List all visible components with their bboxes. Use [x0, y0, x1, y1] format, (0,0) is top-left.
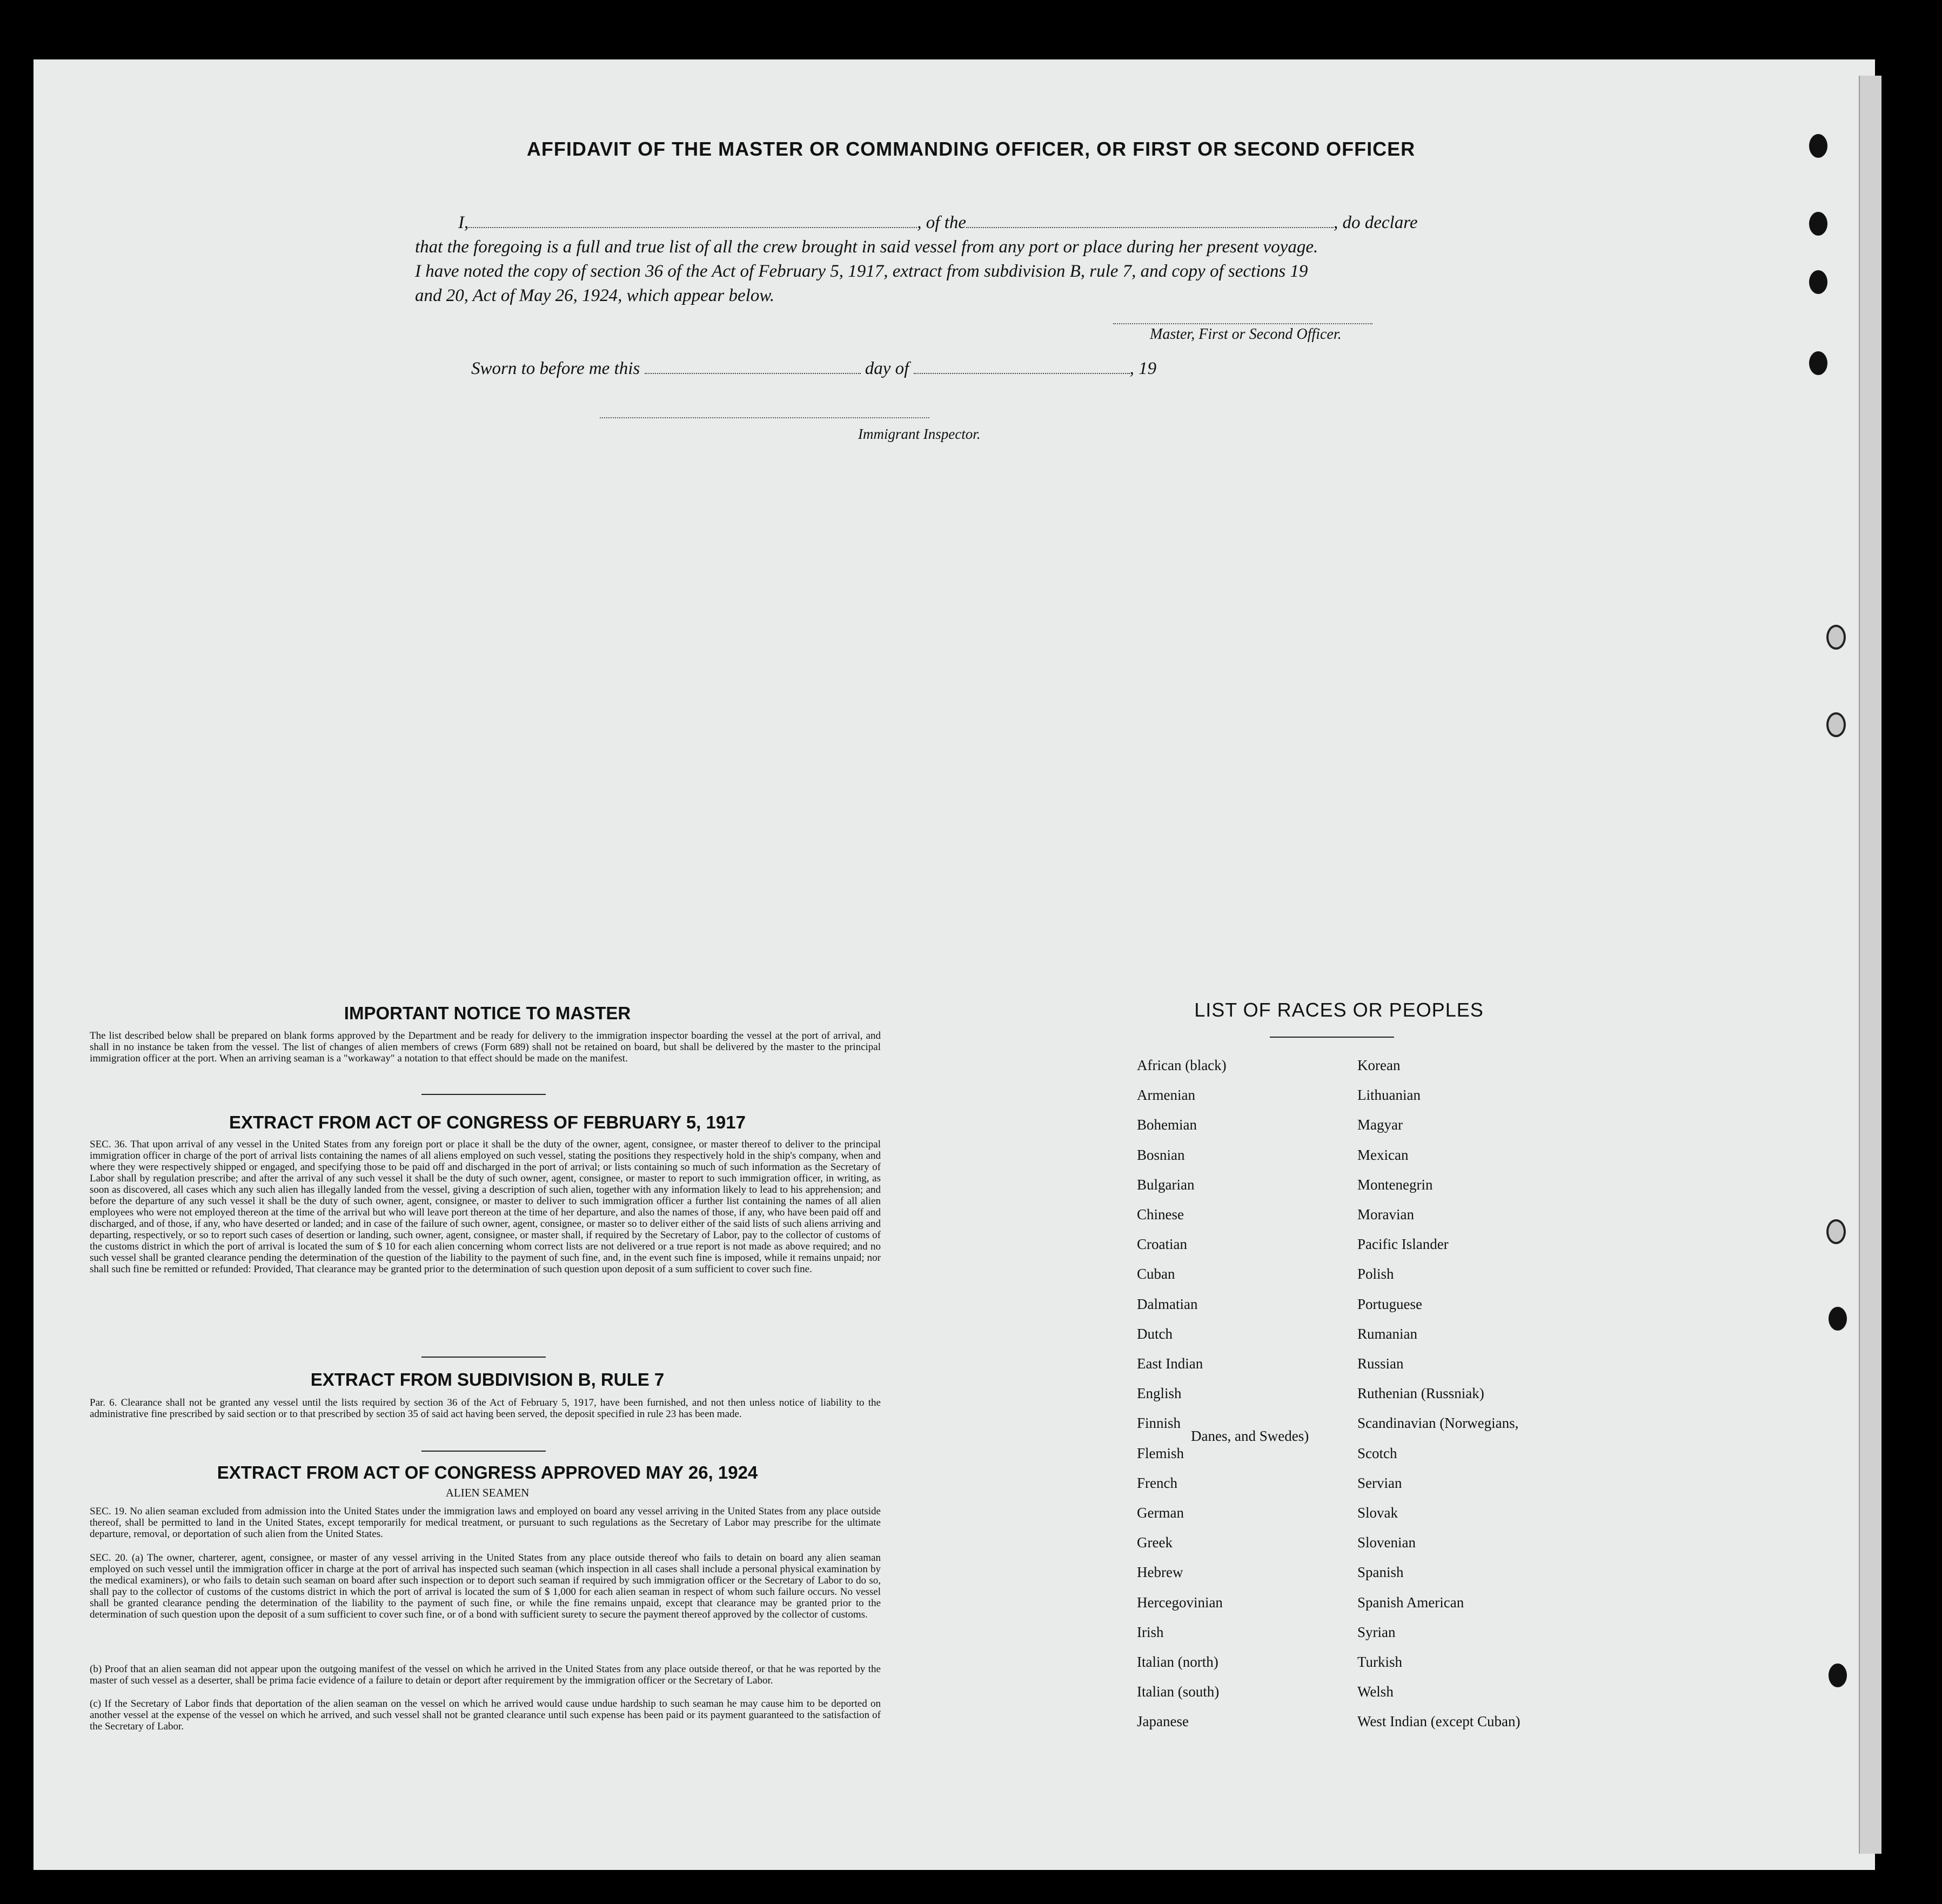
race-item: Turkish [1357, 1654, 1403, 1670]
extract-1924-sec19: SEC. 19. No alien seaman excluded from admission into the United States under the immigration laws and employed on board any vessel arriving in the United States from any place outside thereof, shall be permitted to land in the United States, except temporarily for medical treatment, or pursuant to such regulations as the Secretary of Labor may prescribe for the ultimate departure, removal, or deportation of such alien from the United States. [90, 1506, 881, 1540]
race-item: Rumanian [1357, 1326, 1417, 1342]
inspector-signature-line [600, 417, 929, 418]
race-item: French [1137, 1475, 1177, 1491]
affidavit-line-2: that the foregoing is a full and true list of all the crew brought in said vessel from any port or place during her present voyage. [415, 237, 1318, 257]
race-item: East Indian [1137, 1355, 1203, 1372]
divider [421, 1451, 546, 1452]
race-item: Pacific Islander [1357, 1236, 1449, 1252]
extract-1924-title: EXTRACT FROM ACT OF CONGRESS APPROVED MAY 26, 1924 [217, 1462, 758, 1482]
affidavit-line-1 [415, 211, 1442, 235]
race-item: Croatian [1137, 1236, 1187, 1252]
binder-hole [1809, 270, 1827, 294]
race-item: Magyar [1357, 1117, 1403, 1133]
race-item: Syrian [1357, 1624, 1396, 1640]
race-item: Hercegovinian [1137, 1594, 1223, 1611]
race-item: Scotch [1357, 1445, 1397, 1461]
vessel-prefix: , of the [917, 213, 966, 232]
race-item: Japanese [1137, 1713, 1189, 1729]
race-item: Flemish [1137, 1445, 1184, 1461]
declarant-name-blank [468, 215, 917, 228]
race-item: Polish [1357, 1266, 1394, 1282]
race-item: Spanish [1357, 1564, 1404, 1580]
race-item: Scandinavian (Norwegians, [1357, 1415, 1519, 1431]
sworn-line [471, 359, 1156, 379]
race-item: Slovenian [1357, 1534, 1416, 1551]
affidavit-line-4: and 20, Act of May 26, 1924, which appear below. [415, 286, 775, 305]
race-item: English [1137, 1385, 1182, 1401]
declare-text: , do declare [1333, 213, 1418, 232]
divider [421, 1094, 546, 1095]
extract-1924-subtitle: ALIEN SEAMEN [445, 1486, 530, 1499]
race-item: Bohemian [1137, 1117, 1197, 1133]
binder-hole [1829, 1664, 1847, 1687]
extract-1924-sec20b: (b) Proof that an alien seaman did not appear upon the outgoing manifest of the vessel on which he arrived in the United States from any place outside thereof, or that he was reported by the master of such vessel as a deserter, shall be prima facie evidence of a failure to detain or deport after requirement by the immigration officer or the Secretary of Labor. [90, 1664, 881, 1686]
inspector-label: Immigrant Inspector. [858, 426, 981, 442]
binder-hole [1826, 1219, 1846, 1244]
race-item: Portuguese [1357, 1296, 1422, 1312]
declarant-prefix: I, [458, 213, 469, 232]
race-item: Welsh [1357, 1683, 1394, 1700]
race-item: Spanish American [1357, 1594, 1464, 1611]
race-item: Korean [1357, 1057, 1401, 1073]
extract-1924-sec20a: SEC. 20. (a) The owner, charterer, agent, consignee, or master of any vessel arriving in the United States from any place outside thereof who fails to detain on board any alien seaman employed on such vessel until the immigration officer in charge at the port of arrival has inspected such seaman (which inspection in all cases shall include a personal physical examination by the medical examiners), or who fails to detain such seaman on board after such inspection or to deport such seaman if required by such immigration officer or the Secretary of Labor to do so, shall pay to the collector of customs of the customs district in which the port of arrival is located the sum of $ 1,000 for each alien seaman in respect of whom such failure occurs. No vessel shall be granted clearance pending the determination of the liability to the payment of such fine, or while the fine remains unpaid, except that clearance may be granted prior to the determination of such question upon the deposit of a sum sufficient to cover such fine, or of a bond with sufficient surety to secure the payment thereof approved by the collector of customs. [90, 1552, 881, 1620]
sworn-year: , 19 [1129, 359, 1157, 378]
race-item: Servian [1357, 1475, 1402, 1491]
race-item: Bosnian [1137, 1147, 1185, 1163]
race-item: Chinese [1137, 1206, 1184, 1222]
notice-title: IMPORTANT NOTICE TO MASTER [344, 1003, 631, 1023]
race-item: German [1137, 1505, 1184, 1521]
sworn-day-of: day of [865, 359, 909, 378]
race-item: Russian [1357, 1355, 1404, 1372]
extract-1924-sec20c: (c) If the Secretary of Labor finds that deportation of the alien seaman on the vessel on which he arrived would cause undue hardship to such seaman he may cause him to be deported on another vessel at the expense of the vessel on which he arrived, and such vessel shall not be granted clearance until such expense has been paid or its payment guaranteed to the satisfaction of the Secretary of Labor. [90, 1698, 881, 1732]
race-item: Armenian [1137, 1087, 1195, 1103]
race-item: Irish [1137, 1624, 1164, 1640]
binder-hole [1809, 212, 1827, 236]
rule7-title: EXTRACT FROM SUBDIVISION B, RULE 7 [310, 1369, 665, 1389]
extract-1917-text: SEC. 36. That upon arrival of any vessel in the United States from any foreign port or place it shall be the duty of the owner, agent, consignee, or master thereof to deliver to the principal immigration officer in charge of the port of arrival lists containing the names of all aliens employed on such vessel, stating the positions they respectively hold in the ship's company, when and where they were respectively shipped or engaged, and specifying those to be paid off and discharged in the port of arrival; or lists containing so much of such information as the Secretary of Labor shall by regulation prescribe; and after the arrival of any such vessel it shall be the duty of such owner, agent, consignee, or master to report to such immigration officer, in writing, as soon as discovered, all cases which any such alien has illegally landed from the vessel, giving a description of such alien, together with any information likely to lead to his apprehension; and before the departure of any such vessel it shall be the duty of such owner, agent, consignee, or master to deliver to such immigration officer a further list containing the names of all alien employees who were not employed thereon at the time of the arrival but who will leave port thereon at the time of her departure, and also the names of those, if any, who have been paid off and discharged, and of those, if any, who have deserted or landed; and in case of the failure of such owner, agent, consignee, or master so to deliver either of the said lists of such aliens arriving and departing, respectively, or so to report such cases of desertion or landing, such owner, agent, consignee, or master shall, if required by the Secretary of Labor, pay to the collector of customs of the customs district in which the port of arrival is located the sum of $ 10 for each alien concerning whom correct lists are not delivered or a true report is not made as above required; and no such vessel shall be granted clearance pending the determination of the question of the liability to the payment of such fine, and, in the event such fine is imposed, while it remains unpaid; nor shall such fine be remitted or refunded: Provided, That clearance may be granted prior to the determination of such question upon deposit of a sum sufficient to cover such fine. [90, 1139, 881, 1275]
race-item: Hebrew [1137, 1564, 1183, 1580]
race-item: Lithuanian [1357, 1087, 1421, 1103]
extract-1917-title: EXTRACT FROM ACT OF CONGRESS OF FEBRUARY 5, 1917 [229, 1112, 746, 1132]
binder-hole [1826, 625, 1846, 650]
race-item: Dutch [1137, 1326, 1173, 1342]
divider [1270, 1037, 1394, 1038]
race-item: Cuban [1137, 1266, 1175, 1282]
affidavit-title: AFFIDAVIT OF THE MASTER OR COMMANDING OFFICER, OR FIRST OR SECOND OFFICER [526, 138, 1416, 160]
page-edge [1859, 76, 1881, 1854]
rule7-text: Par. 6. Clearance shall not be granted any vessel until the lists required by section 36 of the Act of February 5, 1917, have been furnished, and not then unless notice of liability to the administrative fine prescribed by said section or to that prescribed by section 35 of said act having been served, the deposit specified in rule 23 has been made. [90, 1397, 881, 1420]
notice-text: The list described below shall be prepared on blank forms approved by the Department and be ready for delivery to the immigration inspector boarding the vessel at the port of arrival, and shall in no instance be taken from the vessel. The list of changes of alien members of crews (Form 689) shall not be retained on board, but shall be delivered by the master to the principal immigration officer at the port. When an arriving seaman is a "workaway" a notation to that effect should be made on the manifest. [90, 1030, 881, 1064]
affidavit-body [415, 211, 1442, 308]
signature-line [1113, 323, 1372, 324]
race-item: West Indian (except Cuban) [1357, 1713, 1521, 1729]
binder-hole [1829, 1307, 1847, 1331]
race-item: Bulgarian [1137, 1177, 1195, 1193]
race-item: Italian (south) [1137, 1683, 1220, 1700]
race-item: Danes, and Swedes) [1191, 1428, 1309, 1444]
race-item: Greek [1137, 1534, 1173, 1551]
sworn-month-blank [914, 361, 1130, 374]
race-item: Moravian [1357, 1206, 1414, 1222]
divider [421, 1357, 546, 1358]
race-item: Slovak [1357, 1505, 1398, 1521]
race-item: Finnish [1137, 1415, 1181, 1431]
binder-hole [1809, 351, 1827, 375]
race-item: Ruthenian (Russniak) [1357, 1385, 1484, 1401]
vessel-name-blank [966, 215, 1334, 228]
affidavit-line-3: I have noted the copy of section 36 of the Act of February 5, 1917, extract from subdivision B, rule 7, and copy of sections 19 [415, 262, 1308, 281]
race-item: Mexican [1357, 1147, 1409, 1163]
signature-label: Master, First or Second Officer. [1150, 326, 1342, 343]
sworn-prefix: Sworn to before me this [471, 359, 640, 378]
race-item: African (black) [1137, 1057, 1227, 1073]
sworn-day-blank [645, 361, 861, 374]
race-item: Dalmatian [1137, 1296, 1198, 1312]
binder-hole [1826, 712, 1846, 737]
race-item: Italian (north) [1137, 1654, 1218, 1670]
races-title: LIST OF RACES OR PEOPLES [1194, 999, 1484, 1021]
race-item: Montenegrin [1357, 1177, 1433, 1193]
